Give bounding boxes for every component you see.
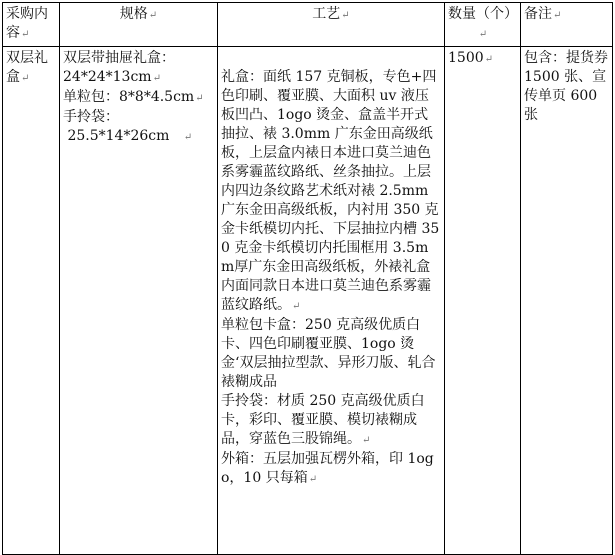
spec-line: 双层带抽屉礼盒： (63, 50, 175, 66)
process-paragraph: 礼盒：面纸 157 克铜板，专色+四色印刷、覆亚膜、大面积 uv 液压板凹凸、1ogo 烫金、盒盖半开式抽拉、裱 3.0mm 广东金田高级纸板，上层盒内裱日本进口莫兰迪色系雾霾蓝纹路纸、丝条抽拉。上层内四边条纹路艺术纸对裱 2.5mm 广东金田高级纸板，内衬用 350 克金卡纸模切内托、下层抽拉内槽 350 克金卡纸模切内托围框用 3.5mm厚广东金田高级纸板，外裱礼盒内面同款日本进口莫兰迪色系雾霾蓝纹路纸。↵ (221, 69, 440, 313)
procurement-table (2, 2, 613, 555)
header-process: 工艺↵ (218, 3, 445, 47)
spec-line: 25.5*14*26cm ↵ (67, 128, 193, 144)
header-item: 采购内容↵ (3, 3, 60, 47)
spec-line: 手拎袋： (63, 109, 119, 125)
header-row (3, 3, 613, 47)
header-note: 备注↵ (521, 3, 613, 47)
cell-process (218, 47, 445, 555)
header-spec: 规格↵ (60, 3, 218, 47)
header-quantity: 数量（个）↵ (445, 3, 521, 47)
process-paragraph: 外箱：五层加强瓦楞外箱，印 1ogo，10 只每箱↵ (221, 451, 434, 486)
spec-line: 单粒包：8*8*4.5cm↵ (63, 89, 204, 105)
cell-item: 双层礼盒↵ (3, 47, 60, 555)
cell-note: 包含：提货券 1500 张、宣传单页 600 张 (521, 47, 613, 555)
table-row (3, 47, 613, 555)
cell-spec (60, 47, 218, 555)
process-paragraph: 手拎袋：材质 250 克高级优质白卡，彩印、覆亚膜、模切裱糊成品，穿蓝色三股锦绳。↵ (221, 393, 425, 447)
process-paragraph: 单粒包卡盒：250 克高级优质白卡、四色印刷覆亚膜、1ogo 烫金‘双层抽拉型款、异形刀版、轧合裱糊成品 (221, 317, 436, 390)
spec-line: 24*24*13cm↵ (63, 69, 161, 85)
cell-quantity: 1500↵ (445, 47, 521, 555)
